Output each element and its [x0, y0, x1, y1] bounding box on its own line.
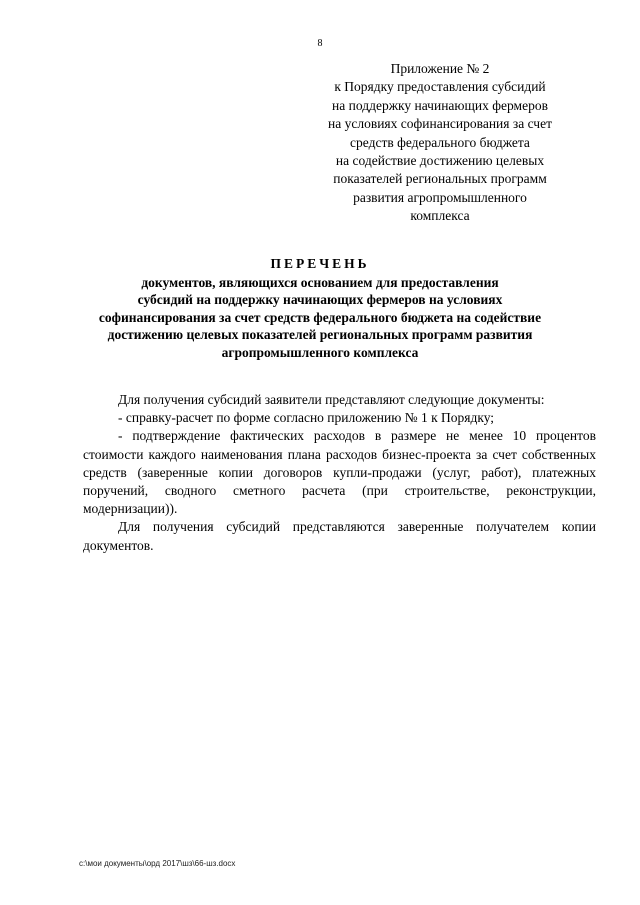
- document-body: [83, 391, 596, 555]
- body-paragraph: Для получения субсидий представляются заверенные получателем копии документов.: [83, 519, 596, 553]
- title-line: агропромышленного комплекса: [221, 344, 419, 360]
- body-paragraph: - справку-расчет по форме согласно приложению № 1 к Порядку;: [118, 410, 495, 426]
- body-paragraph: Для получения субсидий заявители представляют следующие документы:: [118, 392, 545, 407]
- title-heading: ПЕРЕЧЕНЬ: [270, 256, 370, 271]
- appendix-header: [320, 60, 560, 226]
- appendix-line: на условиях софинансирования за счет: [328, 116, 552, 132]
- title-line: достижению целевых показателей региональных программ развития: [107, 327, 533, 342]
- title-line: софинансирования за счет средств федерального бюджета на содействие: [98, 309, 542, 325]
- body-paragraph: - подтверждение фактических расходов в размере не менее 10 процентов стоимости каждого наименования плана расходов бизнес-проекта за счет собственных средств (заверенные копии договоров купли-продажи (услуг, работ), платежных поручений, сводного сметного расчета (при строительстве, реконструкции, модернизации)).: [83, 428, 596, 517]
- page-number: 8: [317, 38, 323, 49]
- appendix-line: на поддержку начинающих фермеров: [332, 97, 548, 113]
- appendix-line: показателей региональных программ: [333, 171, 547, 187]
- appendix-line: к Порядку предоставления субсидий: [334, 79, 546, 95]
- appendix-line: развития агропромышленного: [353, 189, 527, 205]
- file-path-footer: c:\мои документы\орд 2017\шз\66-шз.docx: [79, 859, 236, 868]
- title-line: документов, являющихся основанием для предоставления: [141, 274, 499, 290]
- title-line: субсидий на поддержку начинающих фермеров на условиях: [137, 292, 503, 307]
- appendix-line: на содействие достижению целевых: [335, 153, 545, 169]
- appendix-line: комплекса: [410, 208, 470, 224]
- appendix-line: Приложение № 2: [390, 61, 490, 76]
- document-title: [0, 255, 640, 361]
- appendix-line: средств федерального бюджета: [350, 134, 530, 150]
